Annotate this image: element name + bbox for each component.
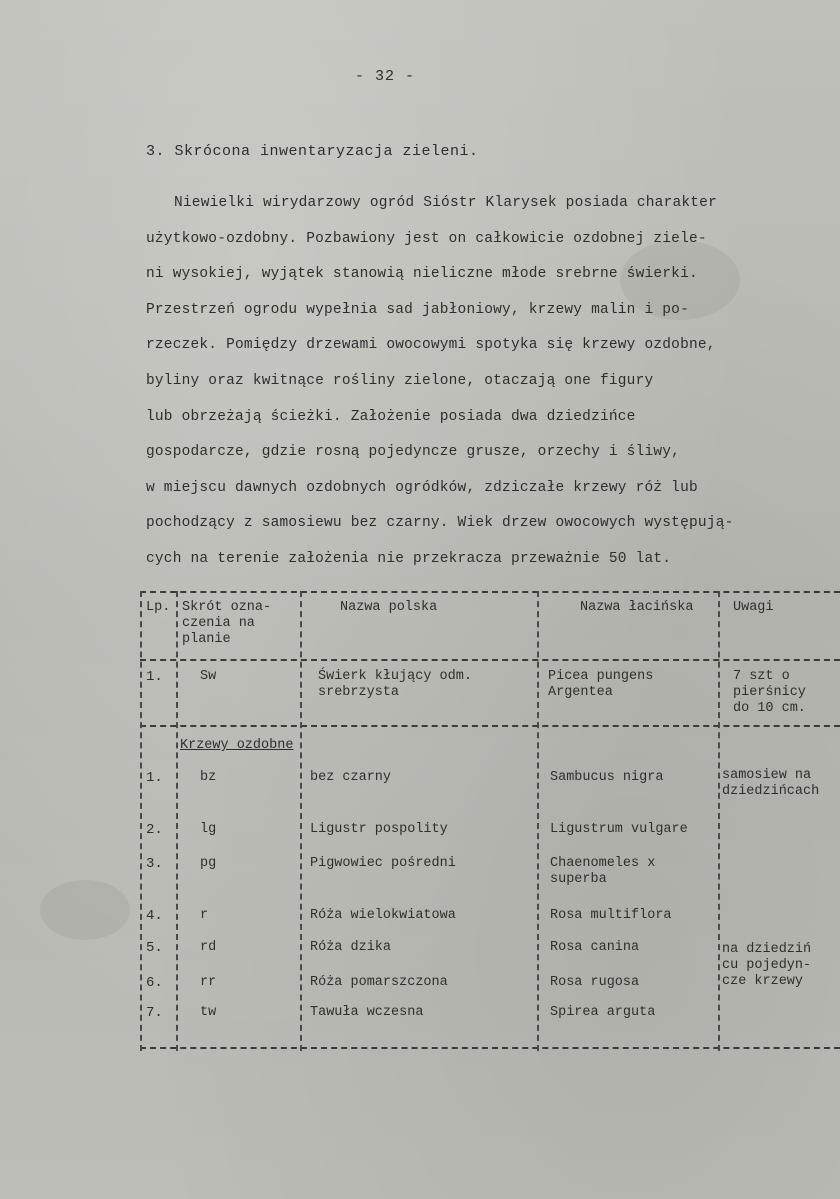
row-lp: 7.: [146, 1005, 163, 1021]
row-latin: superba: [550, 872, 607, 887]
paragraph-line: w miejscu dawnych ozdobnych ogródków, zdziczałe krzewy róż lub: [146, 479, 698, 496]
header-latin: Nazwa łacińska: [580, 600, 694, 615]
row-latin: Argentea: [548, 685, 613, 700]
header-notes: Uwagi: [733, 600, 774, 615]
row-lp: 3.: [146, 856, 163, 872]
row-abbr: r: [200, 908, 209, 923]
row-polish: Róża dzika: [310, 940, 392, 955]
paragraph-line: cych na terenie założenia nie przekracza przeważnie 50 lat.: [146, 550, 672, 567]
row-notes: dziedzińcach: [722, 784, 820, 799]
row-polish: Tawuła wczesna: [310, 1005, 424, 1020]
header-abbr: Skrót ozna-: [182, 600, 272, 615]
row-notes: cu pojedyn-: [722, 958, 812, 973]
row-abbr: bz: [200, 770, 217, 785]
row-abbr: rr: [200, 975, 217, 990]
row-polish: Róża pomarszczona: [310, 975, 448, 990]
table-column-rule: [300, 591, 302, 1051]
row-lp: 1.: [146, 669, 163, 685]
paragraph-line: ni wysokiej, wyjątek stanowią nieliczne młode srebrne świerki.: [146, 266, 698, 283]
section-heading: 3. Skrócona inwentaryzacja zieleni.: [146, 143, 479, 160]
row-polish: Róża wielokwiatowa: [310, 908, 456, 923]
row-abbr: lg: [200, 822, 217, 837]
table-rule: [140, 659, 840, 661]
row-latin: Rosa multiflora: [550, 908, 672, 923]
paragraph-line: rzeczek. Pomiędzy drzewami owocowymi spotyka się krzewy ozdobne,: [146, 337, 716, 354]
row-lp: 5.: [146, 940, 163, 956]
row-lp: 6.: [146, 975, 163, 991]
paragraph-line: użytkowo-ozdobny. Pozbawiony jest on całkowicie ozdobnej ziele-: [146, 230, 707, 247]
row-latin: Picea pungens: [548, 669, 654, 684]
row-abbr: tw: [200, 1005, 217, 1020]
header-abbr: planie: [182, 632, 231, 647]
table-rule: [140, 591, 840, 593]
row-latin: Spirea arguta: [550, 1005, 656, 1020]
row-lp: 1.: [146, 770, 163, 786]
row-lp: 4.: [146, 908, 163, 924]
row-notes: samosiew na: [722, 768, 812, 783]
row-notes: do 10 cm.: [733, 701, 806, 716]
paragraph-line: Przestrzeń ogrodu wypełnia sad jabłoniowy, krzewy malin i po-: [146, 301, 689, 318]
paragraph-line: gospodarcze, gdzie rosną pojedyncze grusze, orzechy i śliwy,: [146, 444, 681, 461]
table-column-rule: [176, 591, 178, 1051]
paragraph-line: Niewielki wirydarzowy ogród Sióstr Klarysek posiada charakter: [174, 195, 717, 211]
paragraph-line: pochodzący z samosiewu bez czarny. Wiek drzew owocowych występują-: [146, 515, 734, 532]
row-latin: Ligustrum vulgare: [550, 822, 688, 837]
row-notes: 7 szt o: [733, 669, 790, 684]
row-latin: Sambucus nigra: [550, 770, 664, 785]
row-polish: bez czarny: [310, 770, 392, 785]
row-lp: 2.: [146, 822, 163, 838]
row-polish: Pigwowiec pośredni: [310, 856, 456, 871]
paragraph-line: lub obrzeżają ścieżki. Założenie posiada dwa dziedzińce: [146, 408, 636, 425]
row-polish: Ligustr pospolity: [310, 822, 448, 837]
table-column-rule: [537, 591, 539, 1051]
row-polish: srebrzysta: [318, 685, 400, 700]
header-polish: Nazwa polska: [340, 600, 438, 615]
table-column-rule: [718, 591, 720, 1051]
row-latin: Rosa canina: [550, 940, 640, 955]
table-rule: [140, 1047, 840, 1049]
row-notes: na dziedziń: [722, 942, 812, 957]
row-notes: pierśnicy: [733, 685, 806, 700]
row-polish: Świerk kłujący odm.: [318, 669, 472, 684]
table-column-rule: [140, 591, 142, 1051]
row-abbr: rd: [200, 940, 217, 955]
table-rule: [140, 725, 840, 727]
paragraph-line: byliny oraz kwitnące rośliny zielone, otaczają one figury: [146, 372, 654, 389]
row-abbr: Sw: [200, 669, 217, 684]
header-abbr: czenia na: [182, 616, 255, 631]
page-number: - 32 -: [354, 68, 415, 85]
row-latin: Chaenomeles x: [550, 856, 656, 871]
row-latin: Rosa rugosa: [550, 975, 640, 990]
section-title-shrubs: Krzewy ozdobne: [180, 738, 294, 753]
row-notes: cze krzewy: [722, 974, 804, 989]
row-abbr: pg: [200, 856, 217, 871]
header-lp: Lp.: [146, 600, 171, 615]
